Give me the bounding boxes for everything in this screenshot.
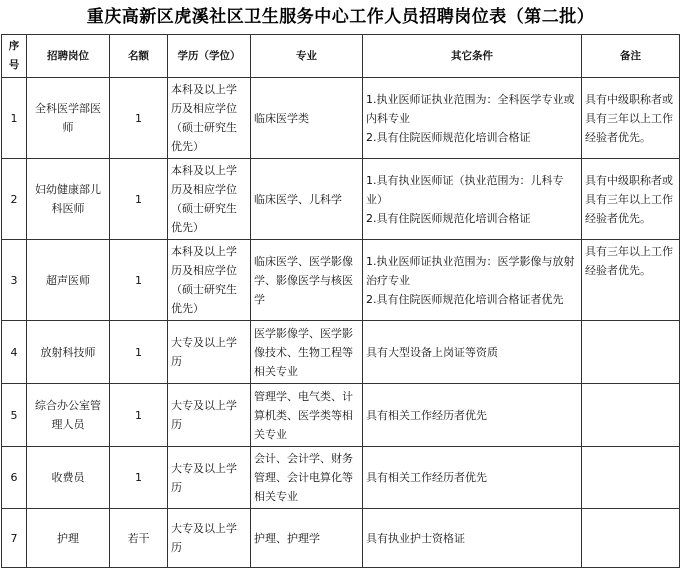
header-remarks: 备注: [582, 35, 680, 78]
condition-line: 1.执业医师证执业范围为：医学影像与放射治疗专业: [366, 254, 575, 287]
row-position: 妇幼健康部儿科医师: [27, 159, 110, 240]
table-row: [2, 321, 680, 384]
row-major: 会计、会计学、财务管理、会计电算化等相关专业: [251, 447, 363, 509]
row-conditions: [363, 78, 582, 159]
row-no: 2: [2, 159, 27, 240]
row-education: 本科及以上学历及相应学位（硕士研究生优先）: [168, 78, 251, 159]
row-major: 护理、护理学: [251, 509, 363, 568]
row-major: 临床医学、医学影像学、影像医学与核医学: [251, 240, 363, 321]
row-education: 大专及以上学历: [168, 384, 251, 447]
row-major: 临床医学类: [251, 78, 363, 159]
row-quota: 若干: [110, 509, 168, 568]
row-remarks: 具有中级职称者或具有三年以上工作经验者优先。: [582, 159, 680, 240]
header-conditions: 其它条件: [363, 35, 582, 78]
row-conditions: [363, 509, 582, 568]
condition-line: 具有相关工作经历者优先: [366, 408, 487, 422]
row-education: 大专及以上学历: [168, 447, 251, 509]
row-position: 全科医学部医师: [27, 78, 110, 159]
row-education: 大专及以上学历: [168, 321, 251, 384]
row-major: 医学影像学、医学影像技术、生物工程等相关专业: [251, 321, 363, 384]
row-remarks: [582, 321, 680, 384]
row-position: 收费员: [27, 447, 110, 509]
row-conditions: [363, 384, 582, 447]
row-no: 3: [2, 240, 27, 321]
header-major: 专业: [251, 35, 363, 78]
row-quota: 1: [110, 384, 168, 447]
condition-line: 具有相关工作经历者优先: [366, 471, 487, 484]
header-no: 序号: [2, 35, 27, 78]
row-remarks: 具有三年以上工作经验者优先。: [582, 240, 680, 321]
row-no: 4: [2, 321, 27, 384]
condition-line: 具有执业护士资格证: [366, 531, 465, 545]
header-education: 学历（学位）: [168, 35, 251, 78]
row-position: 超声医师: [27, 240, 110, 321]
header-quota: 名额: [110, 35, 168, 78]
row-position: 护理: [27, 509, 110, 568]
row-remarks: [582, 509, 680, 568]
row-quota: 1: [110, 78, 168, 159]
table-row: [2, 384, 680, 447]
row-major: 临床医学、儿科学: [251, 159, 363, 240]
condition-line: 2.具有住院医师规范化培训合格证: [366, 211, 531, 225]
header-row: [2, 35, 680, 78]
table-row: [2, 159, 680, 240]
row-no: 6: [2, 447, 27, 509]
row-remarks: [582, 384, 680, 447]
row-conditions: [363, 447, 582, 509]
row-no: 1: [2, 78, 27, 159]
row-conditions: [363, 159, 582, 240]
header-position: 招聘岗位: [27, 35, 110, 78]
row-remarks: [582, 447, 680, 509]
row-quota: 1: [110, 321, 168, 384]
row-quota: 1: [110, 159, 168, 240]
row-conditions: [363, 240, 582, 321]
condition-line: 2.具有住院医师规范化培训合格证者优先: [366, 292, 564, 306]
row-no: 5: [2, 384, 27, 447]
row-conditions: [363, 321, 582, 384]
row-major: 管理学、电气类、计算机类、医学类等相关专业: [251, 384, 363, 447]
row-quota: 1: [110, 447, 168, 509]
row-remarks: 具有中级职称者或具有三年以上工作经验者优先。: [582, 78, 680, 159]
row-position: 综合办公室管理人员: [27, 384, 110, 447]
condition-line: 具有大型设备上岗证等资质: [366, 345, 498, 359]
table-row: [2, 240, 680, 321]
condition-line: 2.具有住院医师规范化培训合格证: [366, 130, 531, 144]
condition-line: 1.执业医师证执业范围为：全科医学专业或内科专业: [366, 92, 575, 125]
document-title: 重庆高新区虎溪社区卫生服务中心工作人员招聘岗位表（第二批）: [86, 7, 595, 27]
condition-line: 1.具有执业医师证（执业范围为：儿科专业）: [366, 173, 564, 206]
row-no: 7: [2, 509, 27, 568]
recruitment-table: [1, 34, 680, 568]
row-education: 大专及以上学历: [168, 509, 251, 568]
row-education: 本科及以上学历及相应学位（硕士研究生优先）: [168, 159, 251, 240]
row-quota: 1: [110, 240, 168, 321]
row-education: 本科及以上学历及相应学位（硕士研究生优先）: [168, 240, 251, 321]
table-row: [2, 509, 680, 568]
row-position: 放射科技师: [27, 321, 110, 384]
table-row: [2, 78, 680, 159]
table-row: [2, 447, 680, 509]
